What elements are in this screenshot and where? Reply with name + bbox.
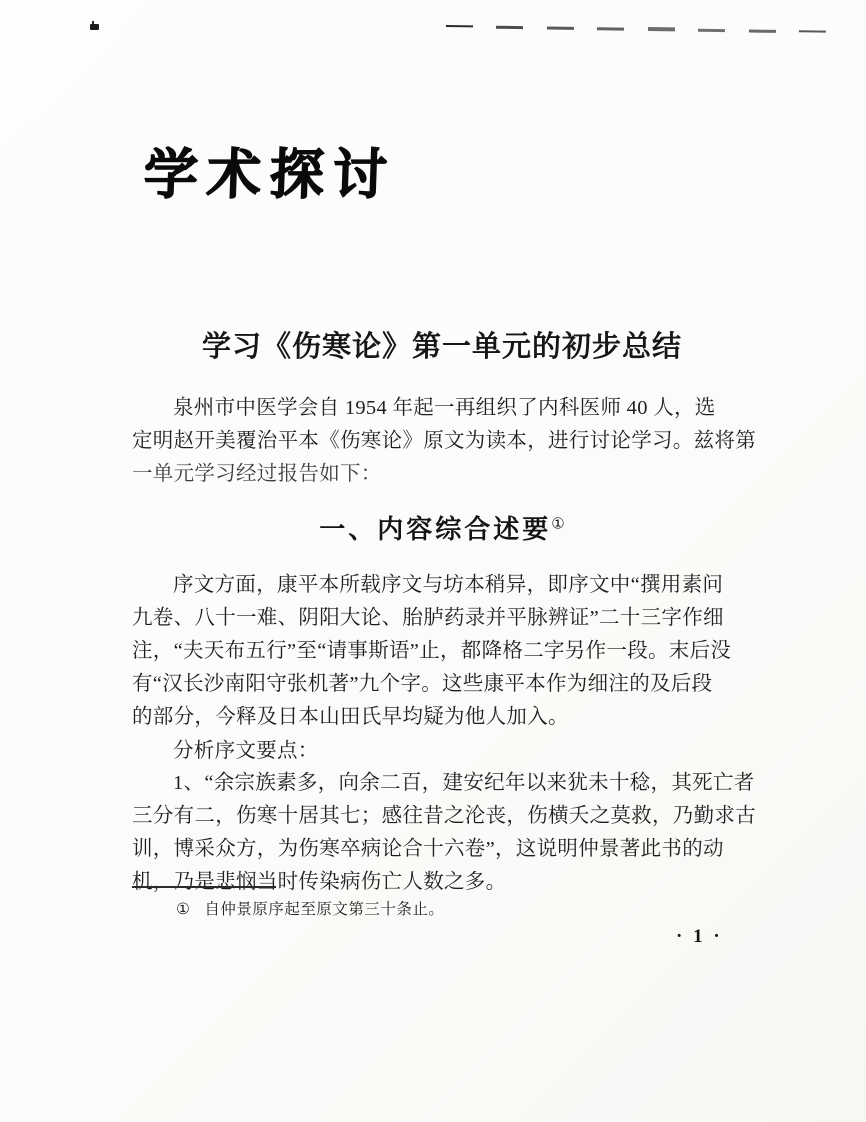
binding-dash — [547, 26, 574, 29]
preface-line-3: 注，“夫天布五行”至“请事斯语”止，都降格二字另作一段。末后没 — [132, 640, 732, 662]
analyze-paragraph — [132, 735, 754, 768]
binding-dash — [597, 27, 624, 30]
binding-dash — [648, 27, 675, 31]
section-heading-text: 一、内容综合述要 — [319, 515, 552, 544]
page-number: · 1 · — [676, 926, 723, 947]
quote-paragraph — [132, 767, 754, 899]
intro-line-2: 定明赵开美覆治平本《伤寒论》原文为读本，进行讨论学习。兹将第 — [132, 430, 756, 452]
quote-line-1: 1、“余宗族素多，向余二百，建安纪年以来犹未十稔，其死亡者 — [173, 772, 755, 794]
column-title: 学术探讨 — [142, 145, 397, 205]
preface-line-5: 的部分，今释及日本山田氏早均疑为他人加入。 — [132, 706, 569, 728]
scan-speck — [90, 24, 99, 30]
footnote-text: 自仲景原序起至原文第三十条止。 — [204, 901, 445, 918]
preface-line-1: 序文方面，康平本所载序文与坊本稍异，即序文中“撰用素问 — [173, 574, 724, 596]
footnote-ref-icon: ① — [551, 516, 565, 533]
intro-line-1: 泉州市中医学会自 1954 年起一再组织了内科医师 40 人，选 — [173, 397, 716, 419]
quote-line-2: 三分有二，伤寒十居其七；感往昔之沦丧，伤横夭之莫救，乃勤求古 — [132, 805, 756, 827]
binding-marks — [446, 24, 826, 34]
binding-dash — [698, 28, 725, 31]
footnote-separator — [132, 886, 276, 888]
preface-line-4: 有“汉长沙南阳守张机著”九个字。这些康平本作为细注的及后段 — [132, 673, 713, 695]
footnote-marker: ① — [176, 901, 191, 918]
preface-line-2: 九卷、八十一难、阴阳大论、胎胪药录并平脉辨证”二十三字作细 — [132, 607, 724, 629]
quote-line-3: 训，博采众方，为伤寒卒病论合十六卷”，这说明仲景著此书的动 — [132, 838, 724, 860]
section-heading — [132, 509, 752, 546]
binding-dash — [496, 25, 523, 28]
intro-line-3: 一单元学习经过报告如下： — [132, 463, 382, 485]
quote-line-4: 机，乃是悲悯当时传染病伤亡人数之多。 — [132, 871, 507, 893]
analyze-line-1: 分析序文要点： — [173, 740, 319, 762]
article-title: 学习《伤寒论》第一单元的初步总结 — [201, 331, 682, 363]
binding-dash — [799, 30, 826, 32]
intro-paragraph — [132, 392, 754, 491]
footnote — [176, 897, 444, 919]
preface-paragraph — [132, 569, 754, 734]
binding-dash — [446, 25, 473, 27]
binding-dash — [748, 29, 775, 32]
